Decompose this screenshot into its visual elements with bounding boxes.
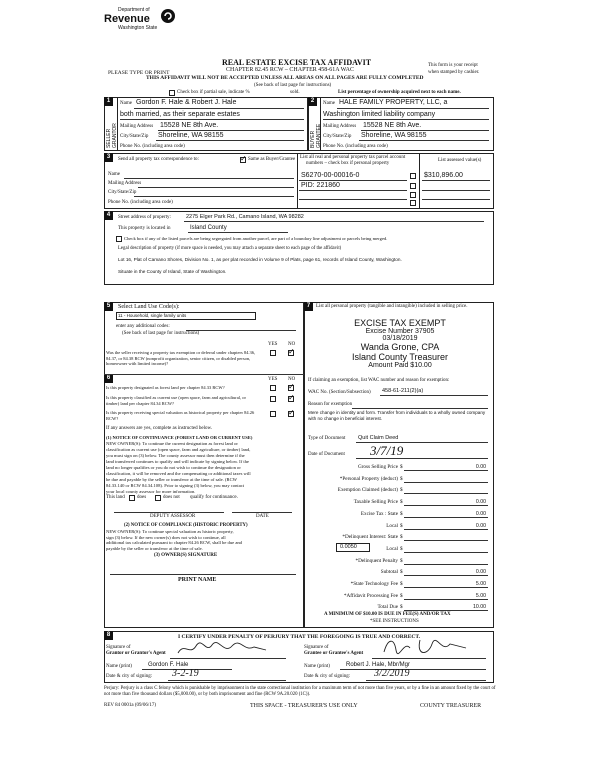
seller-name[interactable]: Gordon F. Hale & Robert J. Hale [136, 99, 237, 106]
perjury-notice: Perjury: Perjury is a class C felony which is punishable by imprisonment in the state correctional institution for a maximum term of not more than five years, or by a fine in an amount fixed by the court of not more than five thousand dollars ($5,000.00), or by both imprisonment and fine (RCW 9A.20.020 (1C)). [104, 686, 496, 697]
segregated-checkbox[interactable] [116, 236, 122, 242]
s3-phone-label: Phone No. (including area code) [108, 200, 173, 205]
see-instructions: *SEE INSTRUCTIONS [370, 619, 419, 624]
legal-label: Legal description of property (if more space is needed, you may attach a separate sheet to each page of the affidavit) [118, 246, 342, 251]
tax-row-dollar: $ [400, 475, 403, 482]
buyer-city-label: City/State/Zip [323, 134, 352, 139]
notice1-line: land no longer qualifies or you do not wish to continue the designation or [106, 465, 241, 470]
tax-row-label: Subtotal [380, 569, 398, 576]
doc-date-label: Date of Document [308, 452, 345, 457]
assessed-header: List assessed value(s) [438, 158, 482, 163]
seller-city-label: City/State/Zip [120, 134, 149, 139]
tax-row-value[interactable]: 0.00 [475, 569, 486, 576]
tax-row-value[interactable]: 0.00 [475, 522, 486, 529]
tax-row-line [404, 482, 488, 483]
notice1-line: be due and payable by the seller or transferor at the time of sale. (RCW [106, 477, 238, 482]
s6-q1-yes[interactable] [270, 385, 276, 391]
sold-label: sold. [290, 90, 300, 95]
same-as-buyer-label: Same as Buyer/Grantee [248, 157, 296, 162]
notice1-line: NEW OWNER(S): To continue the current designation as forest land or [106, 441, 238, 446]
does-label: does [137, 495, 147, 500]
tax-row-value[interactable]: 0.00 [475, 510, 486, 517]
s5-exemption-yes[interactable] [270, 350, 276, 356]
section2-number: 2 [308, 97, 317, 106]
personal-property-label: List all personal property (tangible and intangible) included in selling price. [316, 304, 468, 309]
buyer-name[interactable]: HALE FAMILY PROPERTY, LLC, a [339, 99, 448, 106]
s5-no-header: NO [288, 342, 296, 347]
stamp-line2: Excise Number 37905 [365, 328, 435, 335]
seller-side-label: SELLER GRANTOR [106, 123, 118, 148]
send-correspondence-label: Send all property tax correspondence to: [118, 157, 199, 162]
tax-row-dollar: $ [400, 569, 403, 576]
deputy-date: DATE [256, 514, 269, 519]
tax-row-label: *State Technology Fee [350, 581, 398, 587]
section1-number: 1 [104, 97, 113, 106]
parcel3-personal-checkbox[interactable] [410, 192, 416, 198]
grantor-name[interactable]: Gordon F. Hale [148, 662, 189, 668]
grantor-sig-label1: Signature of [106, 645, 131, 650]
s3-city-label: City/State/Zip [108, 190, 137, 195]
tax-row-value[interactable]: 0.00 [475, 464, 486, 470]
grantor-sig-label2: Grantor or Grantor's Agent [106, 651, 166, 656]
stamp-line6: Amount Paid $10.00 [368, 362, 432, 369]
parcel-number-1[interactable]: S6270-00-00016-0 [301, 172, 360, 179]
revenue-swirl-icon [160, 8, 176, 24]
parcel1-personal-checkbox[interactable] [410, 173, 416, 179]
tax-row-dollar: $ [400, 510, 403, 517]
seller-phone-label: Phone No. (including area code) [120, 144, 185, 149]
tax-row-label: Local [386, 522, 398, 529]
notice1-title: (1) NOTICE OF CONTINUANCE (FOREST LAND OR CURRENT USE) [106, 435, 253, 440]
s6-no-header: NO [288, 377, 296, 382]
ownership-pct: List percentage of ownership acquired next to each name. [338, 90, 461, 95]
same-as-buyer-checkbox[interactable] [240, 157, 246, 163]
tax-row-line [404, 552, 488, 553]
tax-row-line [404, 540, 488, 541]
tax-row-dollar: $ [400, 545, 403, 552]
s6-q2: Is this property classified as current use (open space, farm and agricultural, or timber) land per chapter 84.34 RCW? [106, 395, 246, 406]
additional-codes-label: enter any additional codes: [116, 324, 170, 329]
tax-row-dollar: $ [400, 604, 403, 611]
notice1-line: land transferred continues to qualify and will indicate by signing below. If the [106, 459, 249, 464]
tax-row-label: Taxable Selling Price [353, 499, 398, 506]
section6-number: 6 [104, 374, 113, 383]
grantee-date-label: Date & city of signing: [304, 674, 351, 679]
parcel-header2: numbers – check box if personal property [306, 161, 390, 166]
county-treasurer: COUNTY TREASURER [420, 703, 482, 709]
tax-row-label: Total Due [377, 604, 398, 611]
notice2-line: sign (3) below. If the new owner(s) does not wish to continue, all [106, 534, 226, 540]
tax-row-label: Exemption Claimed (deduct) [337, 487, 398, 494]
located-label: This property is located in [118, 226, 171, 231]
notice1-line: 84.33.140 or RCW 84.34.108). Prior to signing (3) below, you may contact [106, 483, 245, 488]
wac-number[interactable]: 458-61-211(2)(a) [382, 388, 424, 394]
segregated-label: Check box if any of the listed parcels are being segregated from another parcel, are part of a boundary line adjustment or parcels being merged. [124, 236, 388, 241]
receipt-note2: when stamped by cashier. [428, 70, 480, 75]
certify-text: I CERTIFY UNDER PENALTY OF PERJURY THAT THE FOREGOING IS TRUE AND CORRECT. [178, 634, 421, 640]
grantor-date-label: Date & city of signing: [106, 674, 153, 679]
legal-description-1[interactable]: Lot 16, Plat of Camano Shores, Division No. 1, as per plat recorded in Volume 9 of Plats, page 61, records of Island County, Washington. [118, 257, 402, 262]
please-type: PLEASE TYPE OR PRINT [108, 70, 170, 76]
print-name: PRINT NAME [178, 577, 217, 583]
grantor-signature[interactable] [174, 640, 274, 658]
exemption-question: Was the seller receiving a property tax exemption or deferral under chapters 84.36, 84.37, or 84.38 RCW (nonprofit organization, senior citizen, or disabled person, homeowner with limited income)? [106, 350, 256, 366]
minimum-due: A MINIMUM OF $10.00 IS DUE IN FEE(S) AND/OR TAX [324, 612, 451, 617]
s3-name-label: Name [108, 172, 120, 177]
stamp-line4: Wanda Grone, CPA [360, 342, 440, 352]
s6-yes-header: YES [268, 377, 278, 382]
form-warning: THIS AFFIDAVIT WILL NOT BE ACCEPTED UNLESS ALL AREAS ON ALL PAGES ARE FULLY COMPLETED [146, 75, 424, 81]
tax-row-label: *Delinquent Interest: State [342, 534, 398, 541]
does-not-label: does not [163, 495, 180, 500]
tax-row-dollar: $ [400, 581, 403, 587]
notice2-line: payable by the seller or transferor at the time of sale. [106, 545, 203, 551]
does-checkbox[interactable] [129, 495, 135, 501]
s6-q3-no[interactable] [288, 411, 294, 417]
notice1-line: classification as current use (open space, farm and agriculture, or timber) land, [106, 447, 251, 452]
tax-row-dollar: $ [400, 487, 403, 494]
form-title: REAL ESTATE EXCISE TAX AFFIDAVIT [222, 58, 372, 67]
tax-row-label: *Affidavit Processing Fee [343, 592, 398, 599]
parcel-number-2[interactable]: PID: 221860 [301, 182, 340, 189]
dept-line2: Revenue [104, 13, 150, 25]
partial-sale-label: Check box if partial sale, indicate % [177, 90, 250, 95]
tax-row-line [404, 470, 488, 471]
local-rate[interactable]: 0.0050 [340, 544, 357, 550]
section4-number: 4 [104, 211, 113, 220]
tax-row-line [404, 587, 488, 588]
s3-mailing-label: Mailing Address [108, 181, 142, 186]
land-use-label: Select Land Use Code(s): [118, 304, 180, 310]
s6-q1-no[interactable] [288, 385, 294, 391]
notice2-line: additional tax calculated pursuant to chapter 84.26 RCW, shall be due and [106, 540, 242, 545]
grantee-date[interactable]: 3/2/2019 [374, 668, 410, 679]
s6-q3: Is this property receiving special valuation as historical property per chapter 84.26 RCW? [106, 410, 255, 421]
tax-row-value[interactable]: 0.00 [475, 499, 486, 506]
tax-row-value[interactable]: 10.00 [473, 604, 486, 611]
land-use-code[interactable]: 11 - Household, single family units [118, 313, 187, 318]
tax-row-line [404, 493, 488, 494]
tax-row-line [404, 529, 488, 530]
does-not-checkbox[interactable] [155, 495, 161, 501]
this-land-label: This land [106, 495, 125, 500]
grantor-date[interactable]: 3-2-19 [172, 668, 199, 679]
assessed-value-1[interactable]: $310,896.00 [424, 172, 463, 179]
see-back: (See back of last page for instructions) [254, 83, 332, 88]
section8-number: 8 [104, 631, 113, 640]
tax-row-value[interactable]: 5.00 [475, 581, 486, 587]
county[interactable]: Island County [190, 225, 227, 231]
grantor-name-label: Name (print) [106, 664, 132, 669]
doc-date[interactable]: 3/7/19 [370, 443, 404, 458]
partial-sale-checkbox[interactable] [169, 90, 175, 96]
notice2-line: NEW OWNER(S): To continue special valuation as historic property, [106, 529, 234, 534]
section7-number: 7 [304, 302, 313, 311]
seller-city[interactable]: Shoreline, WA 98155 [158, 132, 224, 139]
tax-row-label: Excise Tax : State [360, 510, 398, 517]
claiming-label: If claiming an exemption, list WAC number and reason for exemption: [308, 378, 450, 383]
dept-line3: Washington State [118, 25, 158, 31]
stamp-line1: EXCISE TAX EXEMPT [354, 318, 446, 328]
tax-row-line [404, 575, 488, 576]
s6-q2-yes[interactable] [270, 396, 276, 402]
stamp-line5: Island County Treasurer [351, 352, 449, 362]
parcel4-personal-checkbox[interactable] [410, 200, 416, 206]
section3-number: 3 [104, 153, 113, 162]
tax-row-label: *Delinquent Penalty [355, 557, 398, 564]
tax-row-line [404, 517, 488, 518]
buyer-name2[interactable]: Washington limited liability company [323, 111, 436, 118]
revenue-logo [104, 6, 184, 34]
notice2-body [106, 529, 242, 551]
grantee-sig-label1: Signature of [304, 645, 329, 650]
parcel2-personal-checkbox[interactable] [410, 183, 416, 189]
tax-row-label: Local [386, 545, 398, 552]
notice1-line: you must sign on (3) below. The county assessor must then determine if the [106, 453, 245, 458]
notice2-title: (2) NOTICE OF COMPLIANCE (HISTORIC PROPERTY) [124, 523, 248, 528]
tax-row-value[interactable]: 5.00 [475, 592, 486, 599]
tax-row-dollar: $ [400, 464, 403, 470]
s5-see-back: (See back of last page for instructions) [122, 331, 200, 336]
reason-label: Reason for exemption [308, 402, 353, 407]
s6-q2-no[interactable] [288, 396, 294, 402]
doc-type-label: Type of Document [308, 436, 346, 441]
buyer-mailing[interactable]: 15528 NE 8th Ave. [363, 122, 422, 129]
s5-exemption-no[interactable] [288, 350, 294, 356]
seller-mailing[interactable]: 15528 NE 8th Ave. [160, 122, 219, 129]
tax-row-label: Gross Selling Price [357, 464, 398, 470]
tax-row-dollar: $ [400, 557, 403, 564]
wac-label: WAC No. (Section/Subsection) [308, 390, 371, 395]
s6-q1: Is this property designated as forest land per chapter 84.33 RCW? [106, 385, 225, 390]
stamp-line3: 03/18/2019 [382, 335, 418, 342]
dept-line1: Department of [118, 7, 150, 13]
s5-yes-header: YES [268, 342, 278, 347]
grantee-name[interactable]: Robert J. Hale, Mbr/Mgr [346, 662, 411, 668]
exemption-reason[interactable]: Mere change in identity and form. Transfer from individuals to a wholly owned company with no change in beneficial interest. [308, 410, 486, 421]
seller-name-label: Name [120, 101, 132, 106]
buyer-city[interactable]: Shoreline, WA 98155 [361, 132, 427, 139]
buyer-mailing-label: Mailing Address [323, 124, 357, 129]
exempt-stamp [320, 318, 480, 369]
tax-row-line [404, 599, 488, 600]
tax-row-dollar: $ [400, 499, 403, 506]
rev-number: REV 84 0001a (09/06/17) [104, 703, 156, 708]
tax-row-dollar: $ [400, 592, 403, 599]
seller-name2[interactable]: both married, as their separate estates [120, 111, 240, 118]
street-address[interactable]: 2275 Elger Park Rd., Camano Island, WA 98282 [186, 214, 304, 220]
section5-number: 5 [104, 302, 113, 311]
grantee-sig-label2: Grantee or Grantee's Agent [304, 651, 364, 656]
owner-signature: (3) OWNER(S) SIGNATURE [154, 553, 218, 558]
grantee-signature[interactable] [380, 636, 470, 658]
tax-row-label: *Personal Property (deduct) [339, 475, 398, 482]
form-subtitle: CHAPTER 82.45 RCW – CHAPTER 458-61A WAC [226, 67, 354, 73]
qualify-label: qualify for continuance. [190, 495, 238, 500]
receipt-note1: This form is your receipt [428, 63, 478, 68]
treasurer-only: THIS SPACE - TREASURER'S USE ONLY [250, 703, 358, 709]
tax-row-dollar: $ [400, 534, 403, 541]
buyer-name-label: Name [323, 101, 335, 106]
grantee-name-label: Name (print) [304, 664, 330, 669]
if-any-yes: If any answers are yes, complete as instructed below. [106, 426, 213, 431]
street-label: Street address of property: [118, 215, 171, 220]
notice1-line: your local county assessor for more information. [106, 489, 196, 494]
doc-type[interactable]: Quit Claim Deed [358, 435, 399, 441]
notice1-line: classification, it will be removed and the compensating or additional taxes will [106, 471, 251, 476]
s6-q3-yes[interactable] [270, 411, 276, 417]
deputy-assessor: DEPUTY ASSESSOR [150, 514, 196, 519]
tax-row-line [404, 564, 488, 565]
buyer-phone-label: Phone No. (including area code) [323, 144, 388, 149]
legal-description-2[interactable]: Situate in the County of Island, State of Washington. [118, 269, 227, 274]
seller-mailing-label: Mailing Address [120, 124, 154, 129]
tax-row-line [404, 505, 488, 506]
buyer-side-label: BUYER GRANTEE [310, 123, 322, 148]
parcel-header1: List all real and personal property tax parcel account [300, 155, 406, 160]
tax-row-dollar: $ [400, 522, 403, 529]
notice1-body [106, 441, 251, 495]
